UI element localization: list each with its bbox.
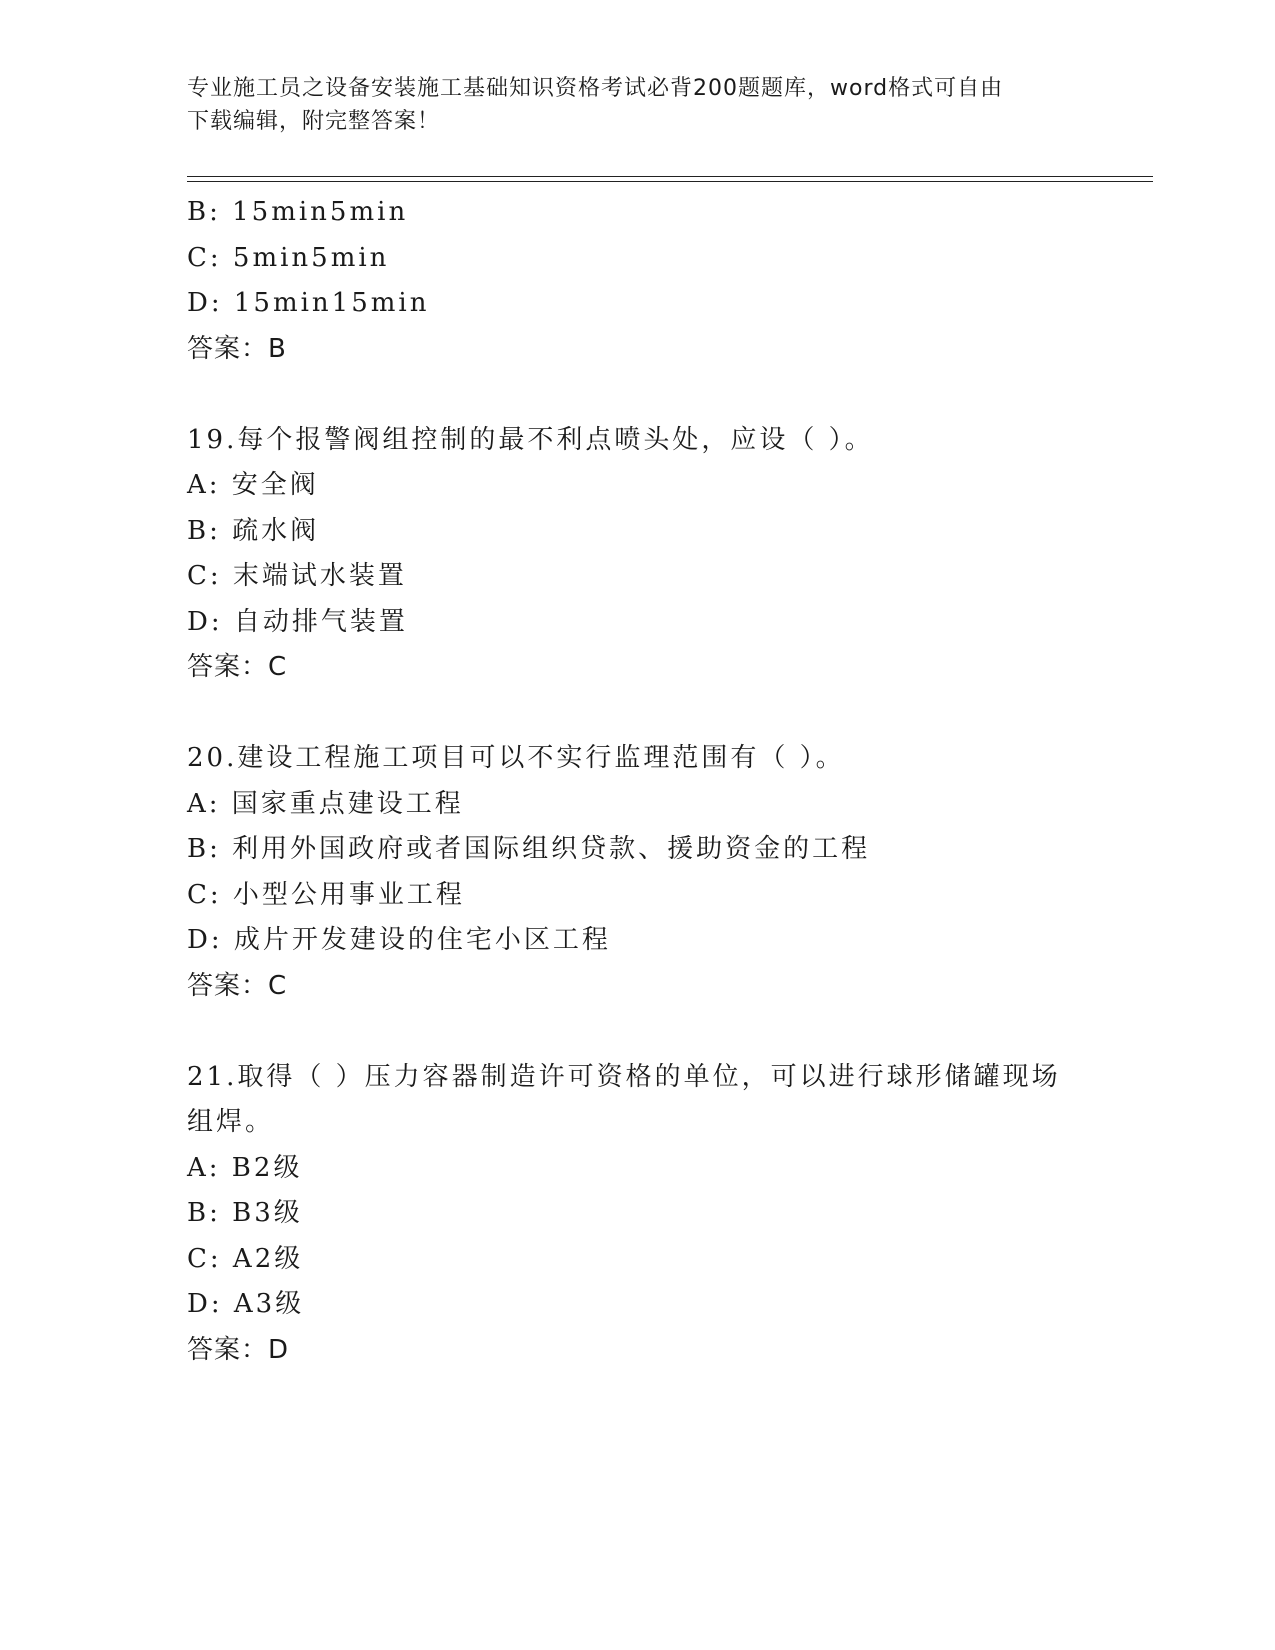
question-20: [187, 736, 1067, 1009]
answer-line: 答案：C: [187, 652, 288, 682]
option-c: C: A2级: [187, 1243, 304, 1274]
header-line-1: 专业施工员之设备安装施工基础知识资格考试必背200题题库，word格式可自由: [187, 76, 1004, 101]
option-b: B: B3级: [187, 1198, 303, 1228]
header-line-2: 下载编辑，附完整答案！: [187, 109, 441, 134]
option-b: B: 疏水阀: [187, 515, 320, 546]
option-a: A: 安全阀: [187, 470, 319, 500]
option-b: B: 15min5min: [187, 197, 409, 227]
question-21: [187, 1055, 1067, 1374]
header-divider-top: [187, 176, 1153, 177]
question-18-continued: [187, 190, 1067, 372]
spacer: [187, 372, 1067, 418]
option-d: D: A3级: [187, 1289, 305, 1319]
option-d: D: 15min15min: [187, 288, 430, 318]
option-b: B: 利用外国政府或者国际组织贷款、援助资金的工程: [187, 834, 871, 864]
question-stem: 21.取得（ ）压力容器制造许可资格的单位，可以进行球形储罐现场: [187, 1061, 1061, 1092]
answer-line: 答案：C: [187, 970, 288, 1001]
question-stem: 19.每个报警阀组控制的最不利点喷头处，应设（ ）。: [187, 424, 874, 455]
option-a: A: 国家重点建设工程: [187, 788, 464, 819]
option-c: C: 5min5min: [187, 242, 390, 273]
question-list: [187, 190, 1067, 1373]
question-19: [187, 418, 1067, 691]
header-divider-bottom: [187, 181, 1153, 182]
spacer: [187, 691, 1067, 737]
question-stem: 20.建设工程施工项目可以不实行监理范围有（ ）。: [187, 743, 845, 773]
document-header: [187, 72, 1067, 138]
answer-line: 答案：D: [187, 1334, 290, 1365]
option-c: C: 末端试水装置: [187, 561, 407, 591]
option-a: A: B2级: [187, 1152, 303, 1183]
spacer: [187, 1009, 1067, 1055]
answer-line: 答案：B: [187, 333, 287, 364]
option-d: D: 成片开发建设的住宅小区工程: [187, 925, 611, 955]
option-d: D: 自动排气装置: [187, 606, 408, 637]
option-c: C: 小型公用事业工程: [187, 879, 465, 910]
question-stem-continued: 组焊。: [187, 1107, 275, 1137]
